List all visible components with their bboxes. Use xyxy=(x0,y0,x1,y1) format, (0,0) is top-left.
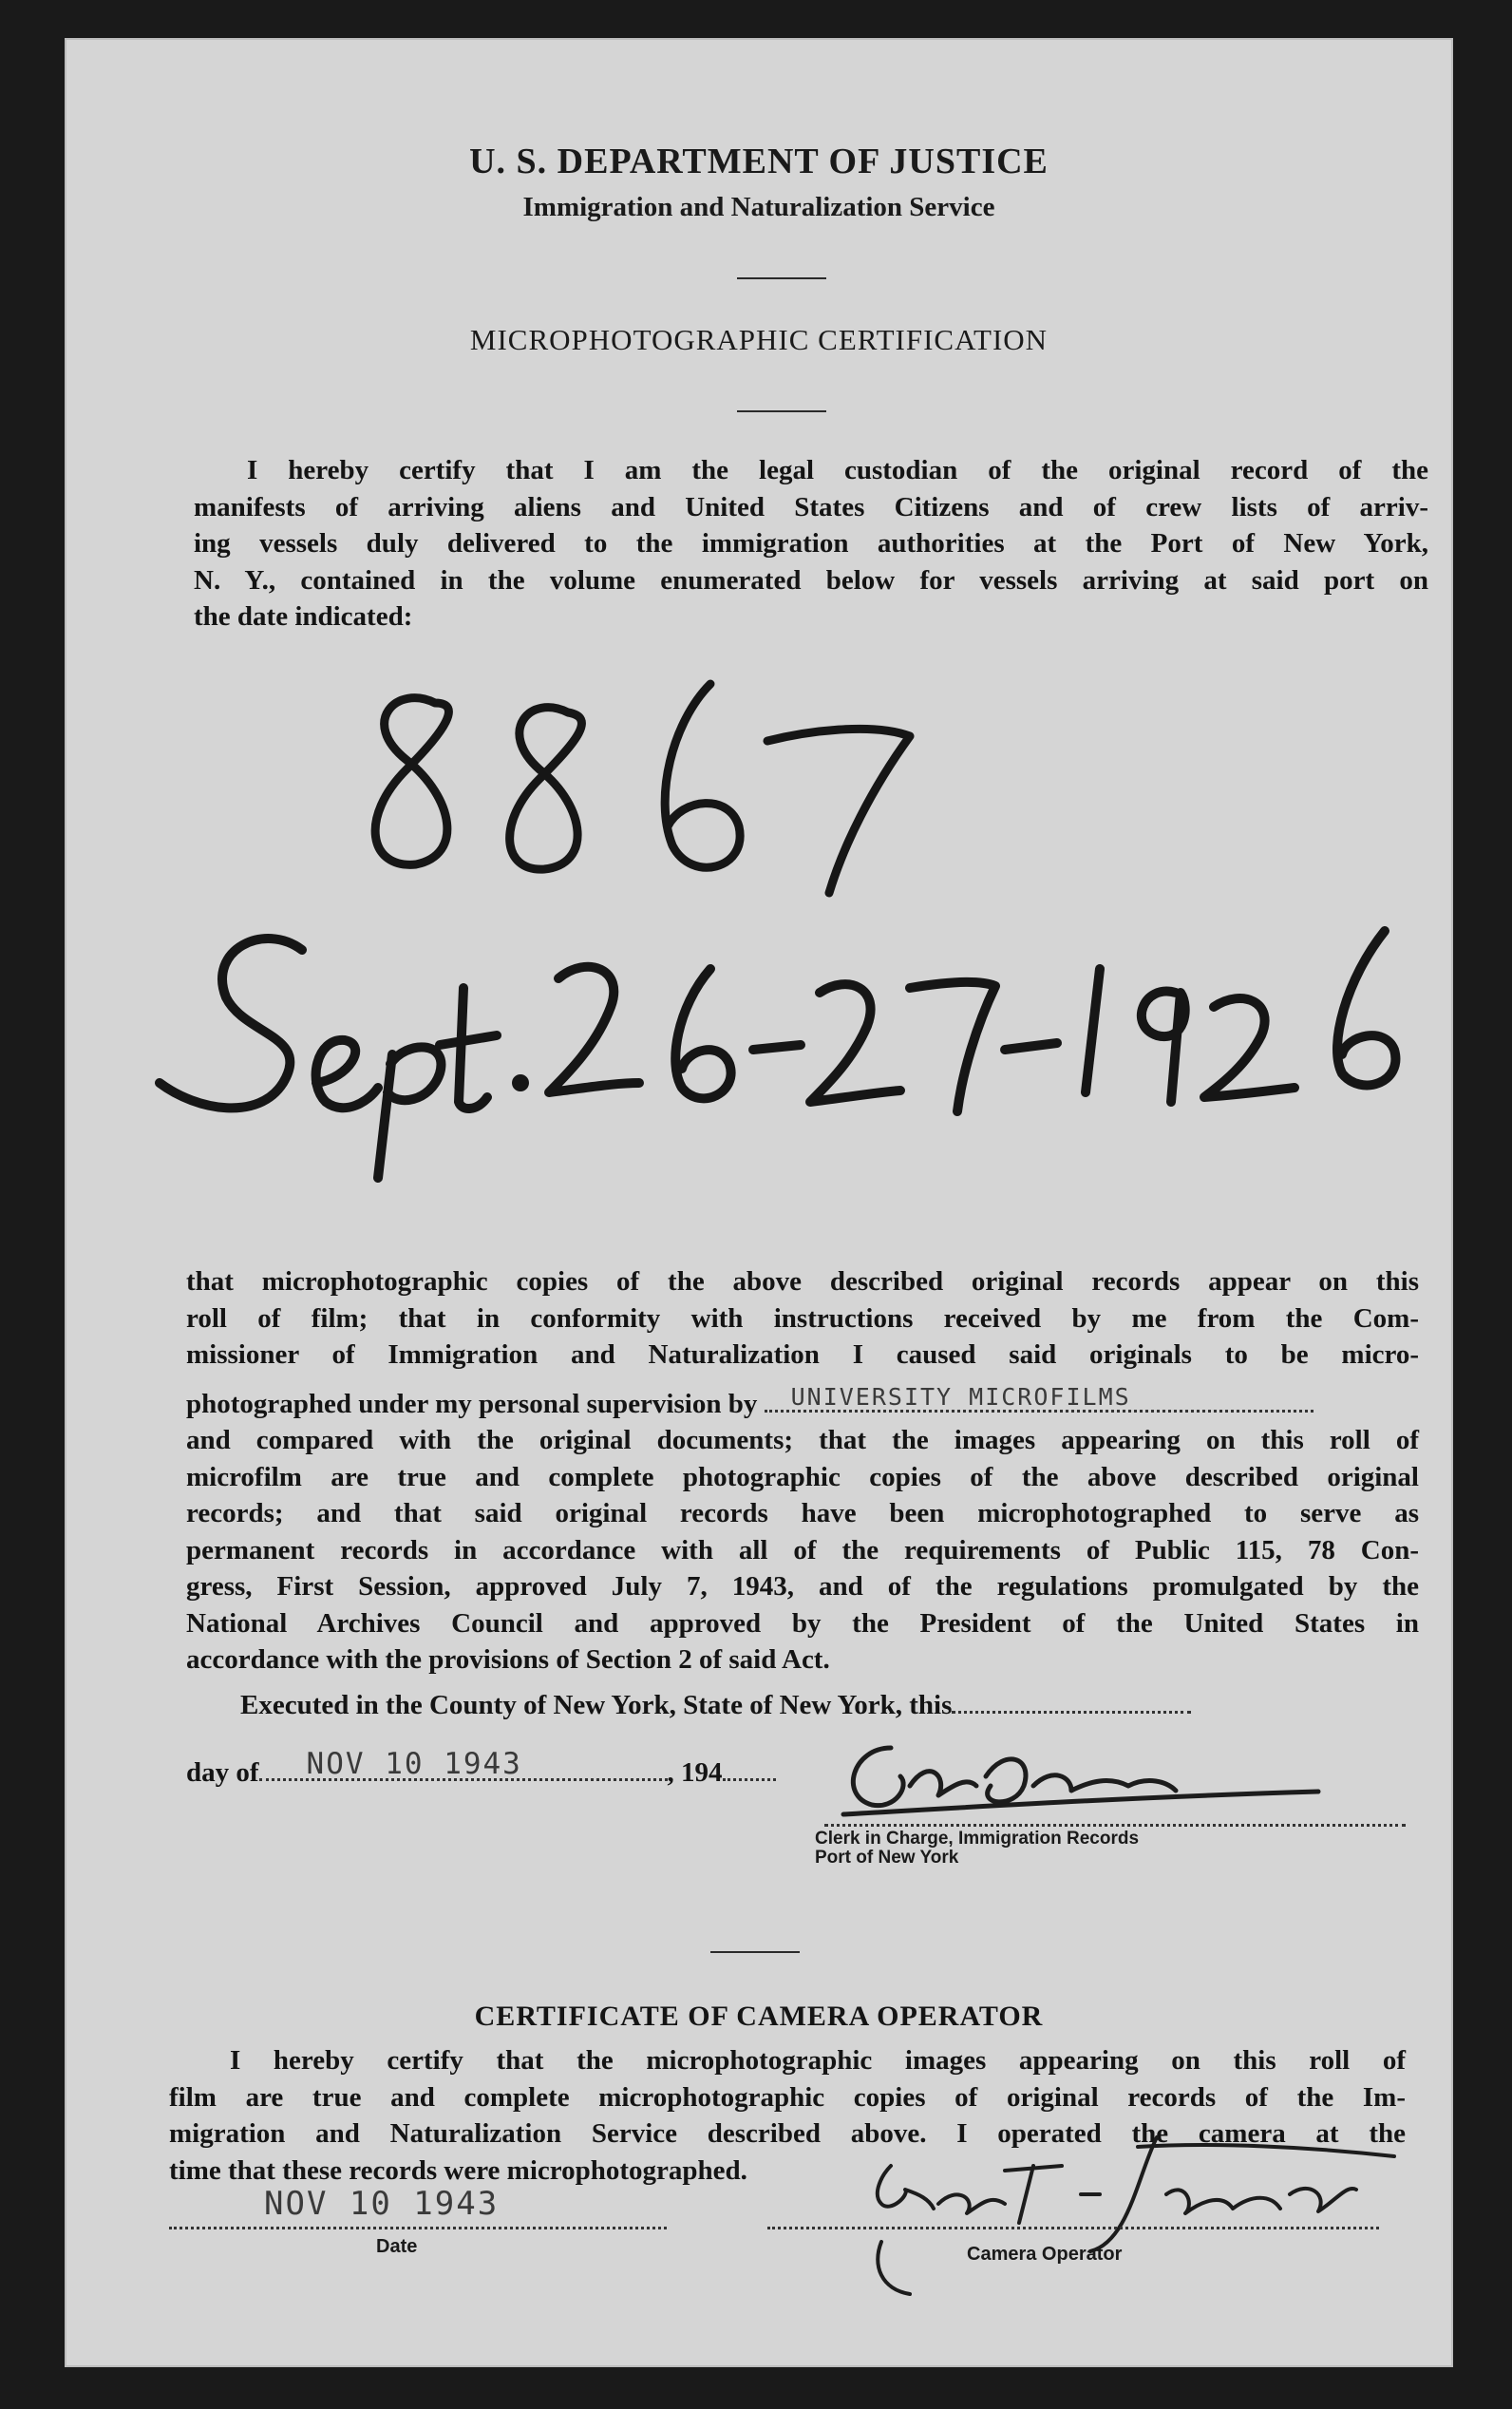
divider-3 xyxy=(710,1951,800,1953)
clerk-signature xyxy=(786,1719,1356,1833)
intro-line: ing vessels duly delivered to the immigration authorities at the Port of New York, xyxy=(194,528,1428,559)
handwritten-entry-drawing xyxy=(122,665,1451,1197)
service-heading: Immigration and Naturalization Service xyxy=(522,192,995,222)
body-line: roll of film; that in conformity with instructions received by me from the Com- xyxy=(186,1302,1419,1334)
body-line: accordance with the provisions of Section 2 of said Act. xyxy=(186,1644,830,1675)
camera-line: I hereby certify that the microphotographic images appearing on this roll of xyxy=(230,2045,1406,2076)
body-line: and compared with the original documents; that the images appearing on this roll of xyxy=(186,1425,1419,1455)
intro-paragraph xyxy=(194,452,1428,635)
execution-date-stamp: NOV 10 1943 xyxy=(306,1747,522,1781)
body-line: National Archives Council and approved by the President of the United States in xyxy=(186,1607,1419,1639)
department-heading: U. S. DEPARTMENT OF JUSTICE xyxy=(469,142,1049,181)
intro-line: N. Y., contained in the volume enumerated below for vessels arriving at said port on xyxy=(194,564,1428,596)
intro-line: I hereby certify that I am the legal custodian of the original record of the xyxy=(247,455,1428,485)
year-prefix: , 194 xyxy=(667,1757,723,1788)
supervisor-field xyxy=(765,1383,1314,1413)
intro-line: manifests of arriving aliens and United States Citizens and of crew lists of arriv- xyxy=(194,491,1428,522)
execution-line xyxy=(240,1687,1418,1724)
divider-2 xyxy=(737,410,826,412)
day-of-field xyxy=(259,1747,668,1781)
body-line: that microphotographic copies of the above described original records appear on this xyxy=(186,1266,1419,1297)
supervision-line xyxy=(186,1383,1419,1423)
body-line: gress, First Session, approved July 7, 1943, and of the regulations promulgated by the xyxy=(186,1571,1419,1602)
camera-date-line xyxy=(169,2223,667,2229)
camera-operator-signature xyxy=(815,2099,1423,2299)
body-paragraph xyxy=(186,1263,1419,1679)
camera-line: film are true and complete microphotographic copies of original records of the Im- xyxy=(169,2081,1406,2113)
clerk-block xyxy=(815,1830,1139,1868)
body-line: missioner of Immigration and Naturalization I caused said originals to be micro- xyxy=(186,1339,1419,1370)
camera-line: migration and Naturalization Service described above. I operated the camera at the xyxy=(169,2118,1406,2149)
camera-date-stamp: NOV 10 1943 xyxy=(264,2185,500,2223)
body-line: microfilm are true and complete photographic copies of the above described original xyxy=(186,1461,1419,1492)
day-of-label: day of xyxy=(186,1757,259,1788)
certification-title: MICROPHOTOGRAPHIC CERTIFICATION xyxy=(469,323,1049,356)
execution-day-field xyxy=(952,1692,1191,1714)
supervisor-stamp: UNIVERSITY MICROFILMS xyxy=(790,1382,1131,1411)
camera-date-label: Date xyxy=(376,2236,418,2257)
camera-line: time that these records were microphotographed. xyxy=(169,2154,747,2186)
execution-text: Executed in the County of New York, State of New York, this xyxy=(240,1690,953,1720)
supervision-prefix: photographed under my personal supervision by xyxy=(186,1388,758,1419)
camera-operator-line xyxy=(767,2223,1379,2229)
camera-operator-label: Camera Operator xyxy=(967,2244,1123,2265)
certificate-page xyxy=(65,38,1453,2367)
divider-1 xyxy=(737,277,826,279)
body-line: records; and that said original records have been microphotographed to serve as xyxy=(186,1498,1419,1528)
body-line: permanent records in accordance with all of the requirements of Public 115, 78 Con- xyxy=(186,1534,1419,1565)
clerk-title: Clerk in Charge, Immigration Records xyxy=(815,1829,1140,1849)
intro-line: the date indicated: xyxy=(194,601,413,632)
year-field xyxy=(723,1759,776,1781)
clerk-office: Port of New York xyxy=(815,1848,959,1868)
clerk-signature-line xyxy=(824,1820,1406,1827)
camera-certificate-title: CERTIFICATE OF CAMERA OPERATOR xyxy=(474,2001,1044,2032)
